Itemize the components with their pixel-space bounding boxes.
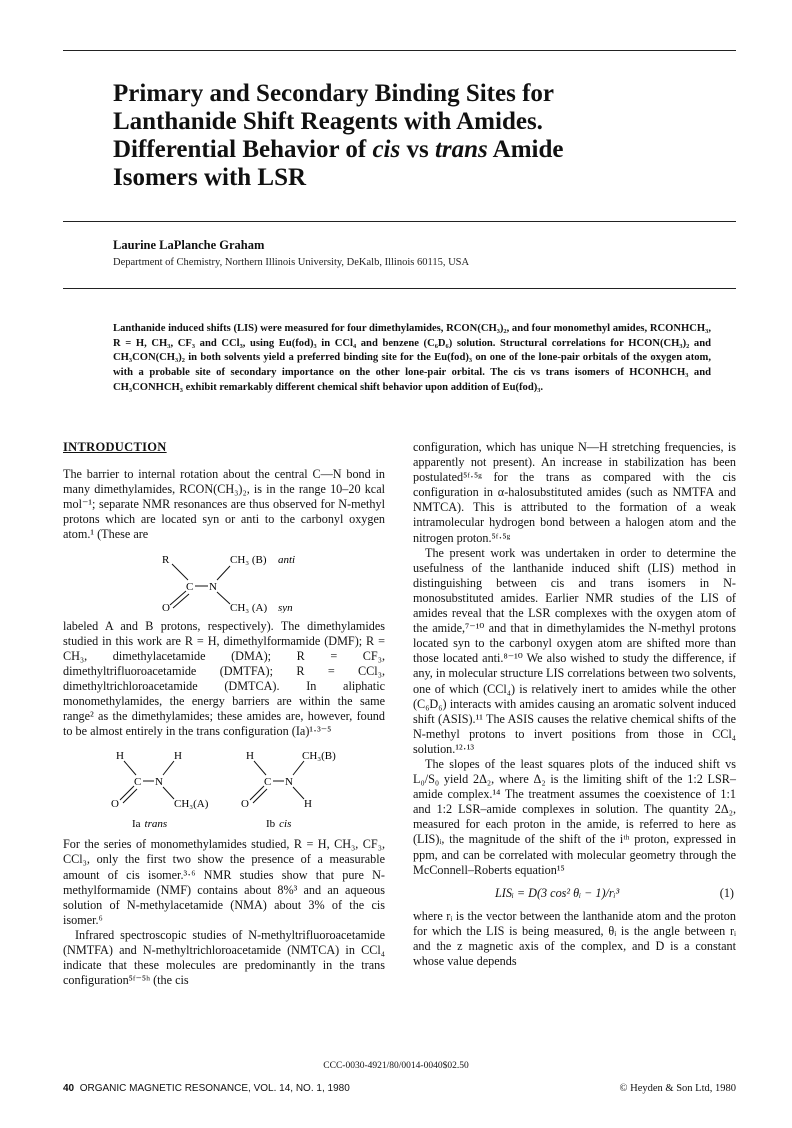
struct2b-bond-n-ch3 (293, 761, 304, 775)
right-column (413, 440, 736, 969)
struct2a-label: Ia trans (132, 818, 168, 831)
struct1-bond-c-o-a (170, 591, 186, 605)
struct1-bond-r-c (172, 564, 188, 580)
left-column (63, 440, 385, 988)
right-paragraph-1: configuration, which has unique N—H stretching frequencies, is apparently not present). An increase in stabilization has been postulated⁵ᶠ·⁵ᵍ for the trans as compared with the cis configuration in α-halosubstituted amides (such as NMTFA and NMTCA). This is attributed to the formation of a weak intramolecular hydrogen bond between a halogen atom and the nitrogen proton.⁵ᶠ·⁵ᵍ (413, 440, 736, 545)
struct2a-ch3: CH₃(A) (174, 798, 209, 811)
right-paragraph-4: where rᵢ is the vector between the lanthanide atom and the proton for which the LIS is being measured, θᵢ is the angle between rᵢ and the z magnetic axis of the complex, and D is a constant whose value depends (413, 908, 736, 969)
struct1-ch3-a: CH₃ (A) (230, 601, 268, 613)
struct1-o: O (162, 601, 170, 613)
struct2b-h-left: H (246, 750, 254, 763)
intro-paragraph-4: Infrared spectroscopic studies of N-methyltrifluoroacetamide (NMTFA) and N-methyltrichloroacetamide (NMTCA) in CCl₄ indicate that these molecules are predominantly in the trans configuration⁵ᶠ⁻⁵ʰ (the cis (63, 927, 385, 988)
intro-paragraph-2: labeled A and B protons, respectively). The dimethylamides studied in this work are R = H, dimethylformamide (DMF); R = CH₃, dimethylacetamide (DMA); R = CF₃, dimethyltrifluoroacetamide (DMTFA); R = CCl₃, dimethyltrichloroacetamide (DMTCA). In aliphatic monomethylamides, the energy barriers are within the same range² as the dimethylamides; these amides are, however, found to be almost entirely in the trans configuration (Ia)¹·³⁻⁵ (63, 618, 385, 739)
running-footer (63, 1083, 350, 1094)
abstract: Lanthanide induced shifts (LIS) were measured for four dimethylamides, RCON(CH₃)₂, and four monomethyl amides, RCONHCH₃, R = H, CH₃, CF₃ and CCl₃, using Eu(fod)₃ in CCl₄ and benzene (C₆D₆) solution. Structural correlations for HCON(CH₃)₂ and CH₃CON(CH₃)₂ in both solvents yield a preferred binding site for the Eu(fod)₃ on one of the lone-pair orbitals of the oxygen atom, with a probable site of secondary importance on the other lone-pair orbital. The cis vs trans isomers of HCONHCH₃ and CH₃CONHCH₃ exhibit remarkably different chemical shift behavior upon addition of Eu(fod)₃. (113, 323, 711, 393)
struct2b-c: C (264, 776, 272, 789)
struct1-c: C (186, 580, 194, 593)
struct1-bond-c-o-b (173, 594, 189, 608)
title-line-3: Differential Behavior of (113, 136, 367, 163)
journal-citation: ORGANIC MAGNETIC RESONANCE, VOL. 14, NO. 1, 1980 (79, 1083, 350, 1094)
struct1-ch3-b: CH₃ (B) (230, 553, 267, 566)
right-paragraph-2: The present work was undertaken in order to determine the usefulness of the lanthanide induced shift (LIS) method in distinguishing between cis and trans isomers in N-monosubstituted amides. Earlier NMR studies of the LIS of amides reveal that the LSR complexes with the oxygen atom of the amide,⁷⁻¹⁰ and that in dimethylamides the N-methyl protons located syn to the carbonyl oxygen atom are shifted more than those located anti.⁸⁻¹⁰ We also wished to study the difference, if any, in molecular structure LIS correlations between two solvents, one of which (CCl₄) is relatively inert to amides while the other (C₆D₆) interacts with amides causing an aromatic solvent induced shift (ASIS).¹¹ The ASIS causes the relative chemical shifts of the N-methyl protons to invert positions from those in CCl₄ solution.¹²·¹³ (413, 545, 736, 756)
struct2b-h: H (304, 798, 312, 811)
struct2a-bond-c-o-a (120, 786, 134, 800)
struct2a-bond-c-o-b (123, 789, 137, 803)
title-cis: cis (372, 136, 401, 163)
struct2a-o: O (111, 798, 119, 811)
struct1-syn: syn (278, 601, 293, 613)
equation-1 (413, 878, 736, 909)
struct2b-bond-c-o-a (250, 786, 264, 800)
top-rule (63, 50, 736, 51)
page-number: 40 (63, 1083, 75, 1094)
struct1-r: R (162, 553, 170, 566)
intro-paragraph-3: For the series of monomethylamides studied, R = H, CH₃, CF₃, CCl₃, only the first two show the presence of a measurable amount of cis isomer.³·⁶ NMR studies show that pure N-methylformamide (NMF) contains about 8%³ and an aqueous solution of N-methylacetamide (NMA) about 3% of the cis isomer.⁶ (63, 837, 385, 927)
struct2a-h-right: H (174, 750, 182, 763)
struct1-anti: anti (278, 553, 296, 566)
title-line-2: Lanthanide Shift Reagents with Amides. (113, 108, 543, 135)
copyright-notice: © Heyden & Son Ltd, 1980 (619, 1083, 736, 1094)
affiliation-rule (63, 288, 736, 289)
author-name: Laurine LaPlanche Graham (113, 238, 265, 252)
struct2b-ch3: CH₃(B) (302, 750, 336, 763)
struct2b-bond-n-h (293, 787, 304, 799)
title-rule (63, 221, 736, 222)
struct2a-bond-h-c (124, 761, 136, 775)
dimethylamide-structure (124, 549, 324, 613)
struct2b-o: O (241, 798, 249, 811)
article-title (113, 80, 713, 192)
struct2a-n: N (155, 776, 163, 789)
struct2b-label: Ib cis (266, 818, 292, 831)
struct1-n: N (209, 580, 217, 593)
struct2a-bond-n-ch3 (163, 787, 174, 799)
section-heading-introduction: INTRODUCTION (63, 440, 167, 454)
struct1-bond-n-ch3a (217, 592, 230, 604)
title-line-4: Isomers with LSR (113, 164, 307, 191)
struct2b-n: N (285, 776, 293, 789)
struct2a-c: C (134, 776, 142, 789)
monomethylamide-structures (94, 745, 354, 831)
title-line-1: Primary and Secondary Binding Sites for (113, 80, 554, 107)
title-vs: vs (406, 136, 429, 163)
article-code: CCC-0030-4921/80/0014-0040$02.50 (323, 1061, 469, 1071)
struct2b-bond-c-o-b (253, 789, 267, 803)
author-affiliation: Department of Chemistry, Northern Illinois University, DeKalb, Illinois 60115, USA (113, 257, 470, 268)
title-amide: Amide (492, 136, 564, 163)
struct1-bond-n-ch3b (217, 566, 230, 580)
title-trans: trans (434, 136, 488, 163)
struct2a-h-left: H (116, 750, 124, 763)
struct2a-bond-n-h (163, 761, 174, 775)
equation-body: LISᵢ = D(3 cos² θᵢ − 1)/rᵢ³ (495, 885, 620, 900)
intro-paragraph-1: The barrier to internal rotation about the central C—N bond in many dimethylamides, RCON(CH₃)₂, is in the range 10–20 kcal mol⁻¹; separate NMR resonances are thus observed for N-methyl protons which are located syn or anti to the carbonyl oxygen atom.¹ (These are (63, 467, 385, 542)
equation-number: (1) (719, 885, 734, 900)
right-paragraph-3: The slopes of the least squares plots of the induced shift vs L₀/S₀ yield 2Δ₂, where Δ₂ is the limiting shift of the 1:2 LSR–amide complex.¹⁴ The treatment assumes the coexistence of 1:1 and 1:2 LSR–amide complexes in solution. The quantity 2Δ₂, measured for each proton in the amide, is referred to here as (LIS)ᵢ, the magnitude of the shift of the iᵗʰ proton, expressed in ppm, and can be correlated with molecular geometry through the McConnell–Roberts equation¹⁵ (413, 756, 736, 877)
struct2b-bond-h-c (254, 761, 266, 775)
